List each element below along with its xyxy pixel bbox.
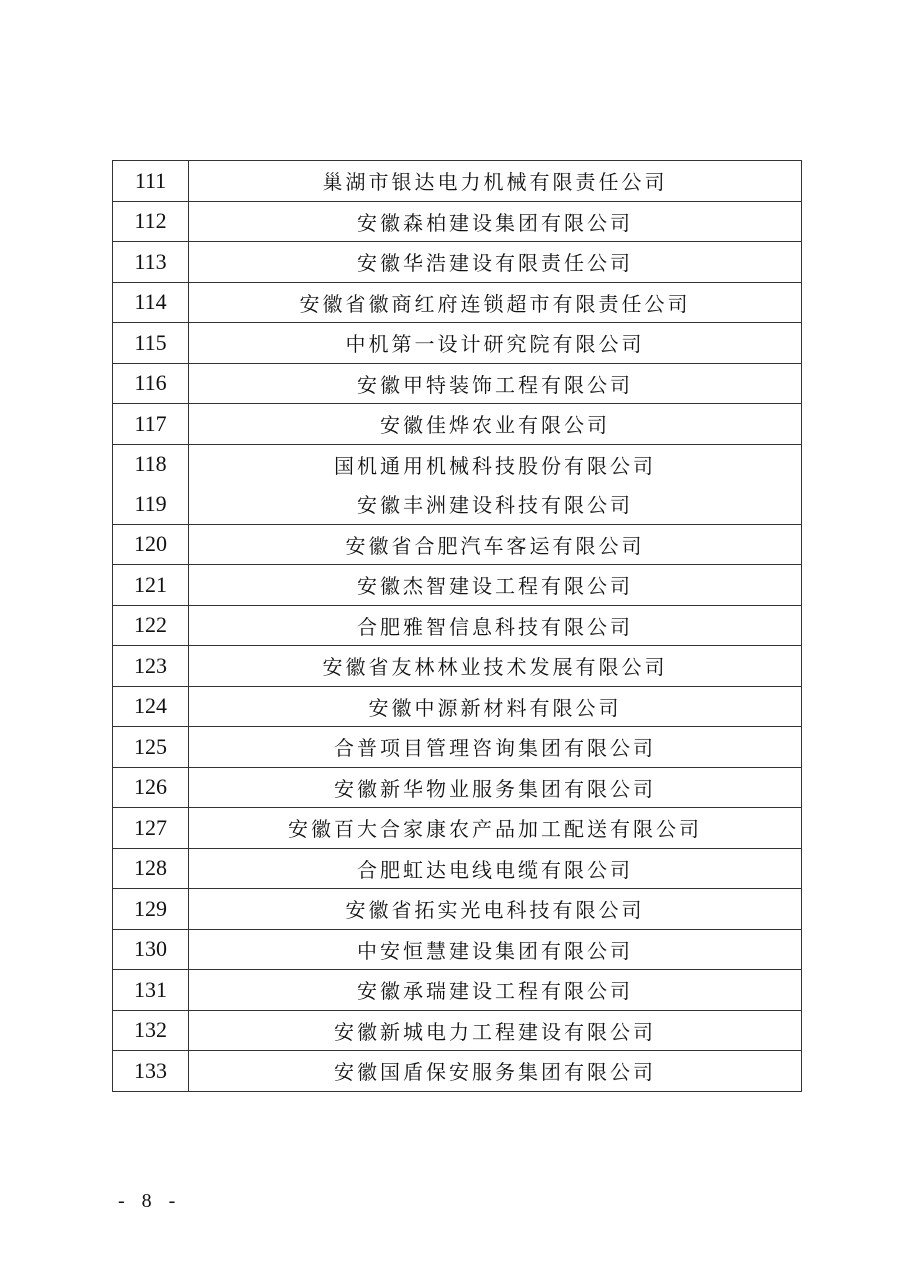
row-number: 114 — [113, 282, 189, 323]
table-row — [113, 929, 802, 970]
company-name: 合普项目管理咨询集团有限公司 — [189, 727, 802, 768]
table-row — [113, 565, 802, 606]
row-number: 112 — [113, 201, 189, 242]
table-row — [113, 201, 802, 242]
company-name: 国机通用机械科技股份有限公司 — [189, 444, 802, 484]
table-row — [113, 323, 802, 364]
company-name: 安徽省友林林业技术发展有限公司 — [189, 646, 802, 687]
company-name: 安徽国盾保安服务集团有限公司 — [189, 1051, 802, 1092]
table-row — [113, 767, 802, 808]
row-number: 116 — [113, 363, 189, 404]
row-number: 120 — [113, 524, 189, 565]
row-number: 125 — [113, 727, 189, 768]
row-number: 131 — [113, 970, 189, 1011]
company-name: 安徽省合肥汽车客运有限公司 — [189, 524, 802, 565]
table-row — [113, 484, 802, 524]
table-row — [113, 161, 802, 202]
row-number: 127 — [113, 808, 189, 849]
company-name: 合肥虹达电线电缆有限公司 — [189, 848, 802, 889]
company-list-table — [112, 160, 802, 1092]
table-row — [113, 848, 802, 889]
table-row — [113, 1010, 802, 1051]
table-row — [113, 970, 802, 1011]
row-number: 119 — [113, 484, 189, 524]
company-name: 安徽丰洲建设科技有限公司 — [189, 484, 802, 524]
table-row — [113, 808, 802, 849]
row-number: 129 — [113, 889, 189, 930]
row-number: 128 — [113, 848, 189, 889]
table-row — [113, 444, 802, 484]
table-row — [113, 524, 802, 565]
company-name: 巢湖市银达电力机械有限责任公司 — [189, 161, 802, 202]
company-name: 安徽华浩建设有限责任公司 — [189, 242, 802, 283]
row-number: 111 — [113, 161, 189, 202]
company-name: 安徽省徽商红府连锁超市有限责任公司 — [189, 282, 802, 323]
table-row — [113, 605, 802, 646]
table-row — [113, 727, 802, 768]
row-number: 123 — [113, 646, 189, 687]
company-name: 中安恒慧建设集团有限公司 — [189, 929, 802, 970]
company-name: 中机第一设计研究院有限公司 — [189, 323, 802, 364]
row-number: 118 — [113, 444, 189, 484]
row-number: 124 — [113, 686, 189, 727]
row-number: 117 — [113, 404, 189, 445]
company-name: 安徽新华物业服务集团有限公司 — [189, 767, 802, 808]
row-number: 130 — [113, 929, 189, 970]
table-row — [113, 404, 802, 445]
table-row — [113, 242, 802, 283]
row-number: 113 — [113, 242, 189, 283]
table-row — [113, 646, 802, 687]
company-name: 安徽中源新材料有限公司 — [189, 686, 802, 727]
table-row — [113, 889, 802, 930]
row-number: 126 — [113, 767, 189, 808]
page-number: - 8 - — [118, 1190, 182, 1212]
table-row — [113, 1051, 802, 1092]
row-number: 121 — [113, 565, 189, 606]
company-name: 安徽新城电力工程建设有限公司 — [189, 1010, 802, 1051]
company-name: 安徽省拓实光电科技有限公司 — [189, 889, 802, 930]
company-name: 安徽承瑞建设工程有限公司 — [189, 970, 802, 1011]
row-number: 115 — [113, 323, 189, 364]
row-number: 132 — [113, 1010, 189, 1051]
company-name: 安徽杰智建设工程有限公司 — [189, 565, 802, 606]
company-name: 安徽甲特装饰工程有限公司 — [189, 363, 802, 404]
company-name: 安徽百大合家康农产品加工配送有限公司 — [189, 808, 802, 849]
company-name: 合肥雅智信息科技有限公司 — [189, 605, 802, 646]
company-name: 安徽森柏建设集团有限公司 — [189, 201, 802, 242]
table-row — [113, 282, 802, 323]
table-row — [113, 363, 802, 404]
company-name: 安徽佳烨农业有限公司 — [189, 404, 802, 445]
row-number: 122 — [113, 605, 189, 646]
row-number: 133 — [113, 1051, 189, 1092]
table-row — [113, 686, 802, 727]
